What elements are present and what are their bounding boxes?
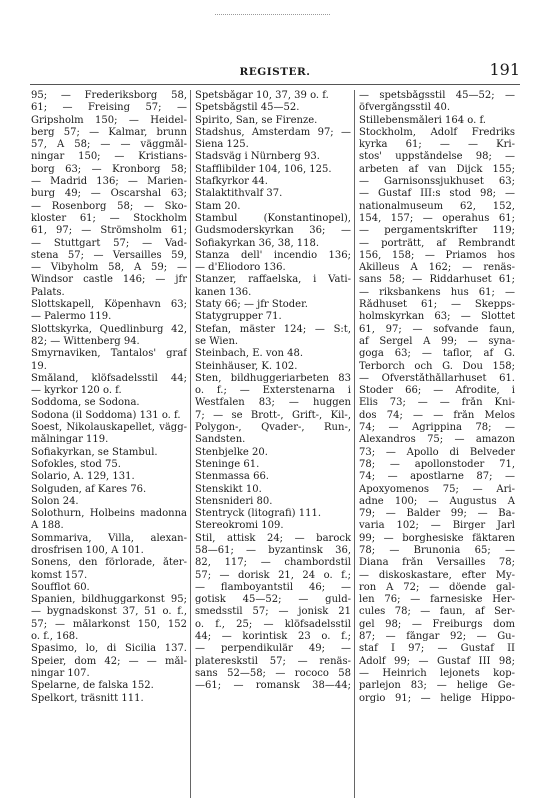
index-line: — d'Eliodoro 136. bbox=[195, 262, 286, 274]
index-line: ningar 150; — Kristians- bbox=[31, 151, 187, 163]
index-line: — perpendikulär 49; — bbox=[195, 643, 351, 655]
index-line: — diskoskastare, efter My- bbox=[359, 569, 515, 581]
index-line: af Sergel A 99; — syna- bbox=[359, 335, 515, 347]
column-divider-1 bbox=[190, 90, 191, 798]
index-line: Statygrupper 71. bbox=[195, 311, 282, 323]
index-line: — Öfverståthållarhuset 61. bbox=[359, 372, 515, 384]
index-line: Stil, attisk 24; — barock bbox=[195, 532, 351, 544]
index-line: Stafflibilder 104, 106, 125. bbox=[195, 163, 332, 175]
index-line: 57, A 58; — — väggmål- bbox=[31, 139, 187, 151]
index-line: 99; — borghesiske fäktaren bbox=[359, 532, 515, 544]
index-line: Solon 24. bbox=[31, 495, 79, 507]
index-line: Solguden, af Kares 76. bbox=[31, 483, 147, 495]
index-line: Adolf 99; — Gustaf III 98; bbox=[359, 655, 515, 667]
index-line: Speier, dom 42; — — mål- bbox=[31, 655, 187, 667]
top-dotted-rule bbox=[215, 14, 330, 15]
index-line: Solario, A. 129, 131. bbox=[31, 471, 135, 483]
index-line: kanen 136. bbox=[195, 286, 252, 298]
index-line: 78; — apollonstoder 71, bbox=[359, 458, 515, 470]
running-head: REGISTER. bbox=[239, 66, 311, 78]
index-line: 57; — dorisk 21, 24 o. f.; bbox=[195, 569, 351, 581]
index-line: o. f., 168. bbox=[31, 631, 79, 643]
index-line: len 76; — farnesiske Her- bbox=[359, 594, 515, 606]
index-line: Sofiakyrkan 36, 38, 118. bbox=[195, 237, 320, 249]
index-line: Sodona (il Soddoma) 131 o. f. bbox=[31, 409, 181, 421]
index-line: stena 57; — Versailles 59, bbox=[31, 249, 187, 261]
index-line: Sofokles, stod 75. bbox=[31, 458, 121, 470]
index-line: Gripsholm 150; — Heidel- bbox=[31, 114, 187, 126]
index-line: 57; — målarkonst 150, 152 bbox=[31, 618, 187, 630]
index-line: Stockholm, Adolf Fredriks bbox=[359, 126, 515, 138]
index-line: — Gustaf III:s stod 98; — bbox=[359, 188, 515, 200]
index-line: Alexandros 75; — amazon bbox=[359, 434, 515, 446]
index-line: Småland, klöfsadelsstil 44; bbox=[31, 372, 187, 384]
index-line: Spirito, San, se Firenze. bbox=[195, 114, 318, 126]
index-line: — porträtt, af Rembrandt bbox=[359, 237, 515, 249]
index-line: 74; — apostlarne 87; — bbox=[359, 471, 515, 483]
index-line: — riksbankens hus 61; — bbox=[359, 286, 515, 298]
index-line: Siena 125. bbox=[195, 139, 249, 151]
index-line: kloster 61; — Stockholm bbox=[31, 212, 187, 224]
index-line: 61; — Freising 57; — bbox=[31, 102, 187, 114]
index-line: Stenmassa 66. bbox=[195, 471, 269, 483]
index-line: staf I 97; — Gustaf II bbox=[359, 643, 515, 655]
index-line: Steinbach, E. von 48. bbox=[195, 348, 304, 360]
index-column-2 bbox=[195, 90, 351, 693]
index-line: 87; — fångar 92; — Gu- bbox=[359, 631, 515, 643]
index-line: berg 57; — Kalmar, brunn bbox=[31, 126, 187, 138]
index-line: — Palermo 119. bbox=[31, 311, 112, 323]
index-line: o. f., 25; — klöfsadelsstil bbox=[195, 618, 351, 630]
index-line: — Madrid 136; — Marien- bbox=[31, 176, 187, 188]
index-line: Stoder 66; — Afrodite, i bbox=[359, 385, 515, 397]
index-line: — Stuttgart 57; — Vad- bbox=[31, 237, 187, 249]
index-line: 156, 158; — Priamos hos bbox=[359, 249, 515, 261]
index-line: Terborch och G. Dou 158; bbox=[359, 360, 515, 372]
index-line: orgio 91; — helige Hippo- bbox=[359, 692, 515, 704]
page-number: 191 bbox=[489, 60, 520, 79]
index-line: kyrka 61; — — Kri- bbox=[359, 139, 515, 151]
index-line: Spetsbågstil 45—52. bbox=[195, 102, 300, 114]
index-line: 82; — Wittenberg 94. bbox=[31, 335, 140, 347]
index-line: Stalaktithvalf 37. bbox=[195, 188, 283, 200]
index-line: burg 49; — Oscarshal 63; bbox=[31, 188, 187, 200]
index-line: — flamboyantstil 46; — bbox=[195, 581, 351, 593]
index-line: Stanzer, raffaelska, i Vati- bbox=[195, 274, 351, 286]
index-line: —61; — romansk 38—44; bbox=[195, 680, 351, 692]
index-line: Elis 73; — — från Kni- bbox=[359, 397, 515, 409]
index-line: Rådhuset 61; — Skepps- bbox=[359, 299, 515, 311]
index-line: Stambul (Konstantinopel), bbox=[195, 212, 351, 224]
index-line: Spanien, bildhuggarkonst 95; bbox=[31, 594, 187, 606]
index-line: Staty 66; — jfr Stoder. bbox=[195, 299, 308, 311]
index-line: Stanza dell' incendio 136; bbox=[195, 249, 351, 261]
index-line: Akilleus A 162; — renäs- bbox=[359, 262, 515, 274]
index-line: Stam 20. bbox=[195, 200, 241, 212]
index-line: — kyrkor 120 o. f. bbox=[31, 385, 122, 397]
index-line: Stentryck (litografi) 111. bbox=[195, 508, 322, 520]
index-line: öfvergångsstil 40. bbox=[359, 102, 451, 114]
index-line: Palats. bbox=[31, 286, 65, 298]
index-line: Stafkyrkor 44. bbox=[195, 176, 268, 188]
index-line: goga 63; — taflor, af G. bbox=[359, 348, 515, 360]
index-column-3 bbox=[359, 90, 515, 705]
index-line: — bygnadskonst 37, 51 o. f., bbox=[31, 606, 187, 618]
index-line: 61, 97; — Strömsholm 61; bbox=[31, 225, 187, 237]
index-line: Slottskapell, Köpenhavn 63; bbox=[31, 299, 187, 311]
index-line: — Vibyholm 58, A 59; — bbox=[31, 262, 187, 274]
index-line: Polygon-, Qvader-, Run-, bbox=[195, 422, 351, 434]
index-line: Windsor castle 146; — jfr bbox=[31, 274, 187, 286]
index-line: o. f.; — Exterstenarna i bbox=[195, 385, 351, 397]
index-line: Spelarne, de falska 152. bbox=[31, 680, 154, 692]
index-line: 154, 157; — operahus 61; bbox=[359, 212, 515, 224]
index-line: Smyrnaviken, Tantalos' graf bbox=[31, 348, 187, 360]
index-line: Steinhäuser, K. 102. bbox=[195, 360, 298, 372]
index-line: — Rosenborg 58; — Sko- bbox=[31, 200, 187, 212]
index-line: Stillebensmåleri 164 o. f. bbox=[359, 114, 486, 126]
index-line: borg 63; — Kronborg 58; bbox=[31, 163, 187, 175]
index-line: målningar 119. bbox=[31, 434, 109, 446]
index-line: Stensnideri 80. bbox=[195, 495, 273, 507]
index-line: cules 78; — faun, af Ser- bbox=[359, 606, 515, 618]
index-line: 44; — korintisk 23 o. f.; bbox=[195, 631, 351, 643]
index-line: varia 102; — Birger Jarl bbox=[359, 520, 515, 532]
index-line: 79; — Balder 99; — Ba- bbox=[359, 508, 515, 520]
index-line: Spetsbågar 10, 37, 39 o. f. bbox=[195, 90, 329, 101]
index-line: Stefan, mäster 124; — S:t, bbox=[195, 323, 351, 335]
index-line: 95; — Frederiksborg 58, bbox=[31, 90, 187, 101]
index-line: 58—61; — byzantinsk 36, bbox=[195, 544, 351, 556]
index-line: Stenbjelke 20. bbox=[195, 446, 268, 458]
index-line: Spasimo, lo, di Sicilia 137. bbox=[31, 643, 187, 655]
index-line: Sommariva, Villa, alexan- bbox=[31, 532, 187, 544]
index-line: Soufflot 60. bbox=[31, 581, 90, 593]
index-line: parlejon 83; — helige Ge- bbox=[359, 680, 515, 692]
index-line: Steninge 61. bbox=[195, 458, 260, 470]
index-line: — spetsbågsstil 45—52; — bbox=[359, 90, 515, 101]
index-line: Slottskyrka, Quedlinburg 42, bbox=[31, 323, 187, 335]
index-line: 19. bbox=[31, 360, 47, 372]
index-line: 7; — se Brott-, Grift-, Kil-, bbox=[195, 409, 351, 421]
index-line: Soddoma, se Sodona. bbox=[31, 397, 140, 409]
index-line: 78; — Brunonia 65; — bbox=[359, 544, 515, 556]
index-line: A 188. bbox=[31, 520, 64, 532]
column-divider-2 bbox=[354, 90, 355, 798]
index-line: arbeten af van Dijck 155; bbox=[359, 163, 515, 175]
index-line: ron A 72; — döende gal- bbox=[359, 581, 515, 593]
index-line: Stadshus, Amsterdam 97; — bbox=[195, 126, 351, 138]
index-line: gotisk 45—52; — guld- bbox=[195, 594, 351, 606]
index-line: sans 52—58; — rococo 58 bbox=[195, 667, 351, 679]
index-line: Stadsväg i Nürnberg 93. bbox=[195, 151, 320, 163]
index-line: Soest, Nikolauskapellet, vägg- bbox=[31, 422, 187, 434]
index-line: 61, 97; — sofvande faun, bbox=[359, 323, 515, 335]
index-line: Sten, bildhuggeriarbeten 83 bbox=[195, 372, 351, 384]
index-line: Sofiakyrkan, se Stambul. bbox=[31, 446, 158, 458]
index-line: Solothurn, Holbeins madonna bbox=[31, 508, 187, 520]
index-line: komst 157. bbox=[31, 569, 88, 581]
index-line: — pergamentskrifter 119; bbox=[359, 225, 515, 237]
index-line: adne 100; — Augustus A bbox=[359, 495, 515, 507]
index-line: Stenskikt 10. bbox=[195, 483, 262, 495]
index-line: dos 74; — — från Melos bbox=[359, 409, 515, 421]
index-line: Westfalen 83; — huggen bbox=[195, 397, 351, 409]
index-line: Stereokromi 109. bbox=[195, 520, 284, 532]
index-line: platereskstil 57; — renäs- bbox=[195, 655, 351, 667]
index-line: se Wien. bbox=[195, 335, 239, 347]
index-line: nationalmuseum 62, 152, bbox=[359, 200, 515, 212]
index-line: 73; — Apollo di Belveder bbox=[359, 446, 515, 458]
index-line: — Garnisonssjukhuset 63; bbox=[359, 176, 515, 188]
index-line: ningar 107. bbox=[31, 667, 90, 679]
index-line: Sonens, den förlorade, åter- bbox=[31, 557, 187, 569]
index-column-1 bbox=[31, 90, 187, 705]
header-rule bbox=[30, 84, 520, 85]
index-line: gel 98; — Freiburgs dom bbox=[359, 618, 515, 630]
index-line: drosfrisen 100, A 101. bbox=[31, 544, 144, 556]
index-line: Sandsten. bbox=[195, 434, 246, 446]
index-line: Diana från Versailles 78; bbox=[359, 557, 515, 569]
page-header bbox=[30, 62, 520, 82]
index-line: smedsstil 57; — jonisk 21 bbox=[195, 606, 351, 618]
index-line: Apoxyomenos 75; — Ari- bbox=[359, 483, 515, 495]
index-line: Gudsmoderskyrkan 36; — bbox=[195, 225, 351, 237]
index-line: sans 58; — Riddarhuset 61; bbox=[359, 274, 515, 286]
index-line: stos' uppståndelse 98; — bbox=[359, 151, 515, 163]
index-line: 74; — Agrippina 78; — bbox=[359, 422, 515, 434]
index-line: — Heinrich lejonets kop- bbox=[359, 667, 515, 679]
index-line: 82, 117; — chambordstil bbox=[195, 557, 351, 569]
index-line: holmskyrkan 63; — Slottet bbox=[359, 311, 515, 323]
index-line: Spelkort, träsnitt 111. bbox=[31, 692, 144, 704]
